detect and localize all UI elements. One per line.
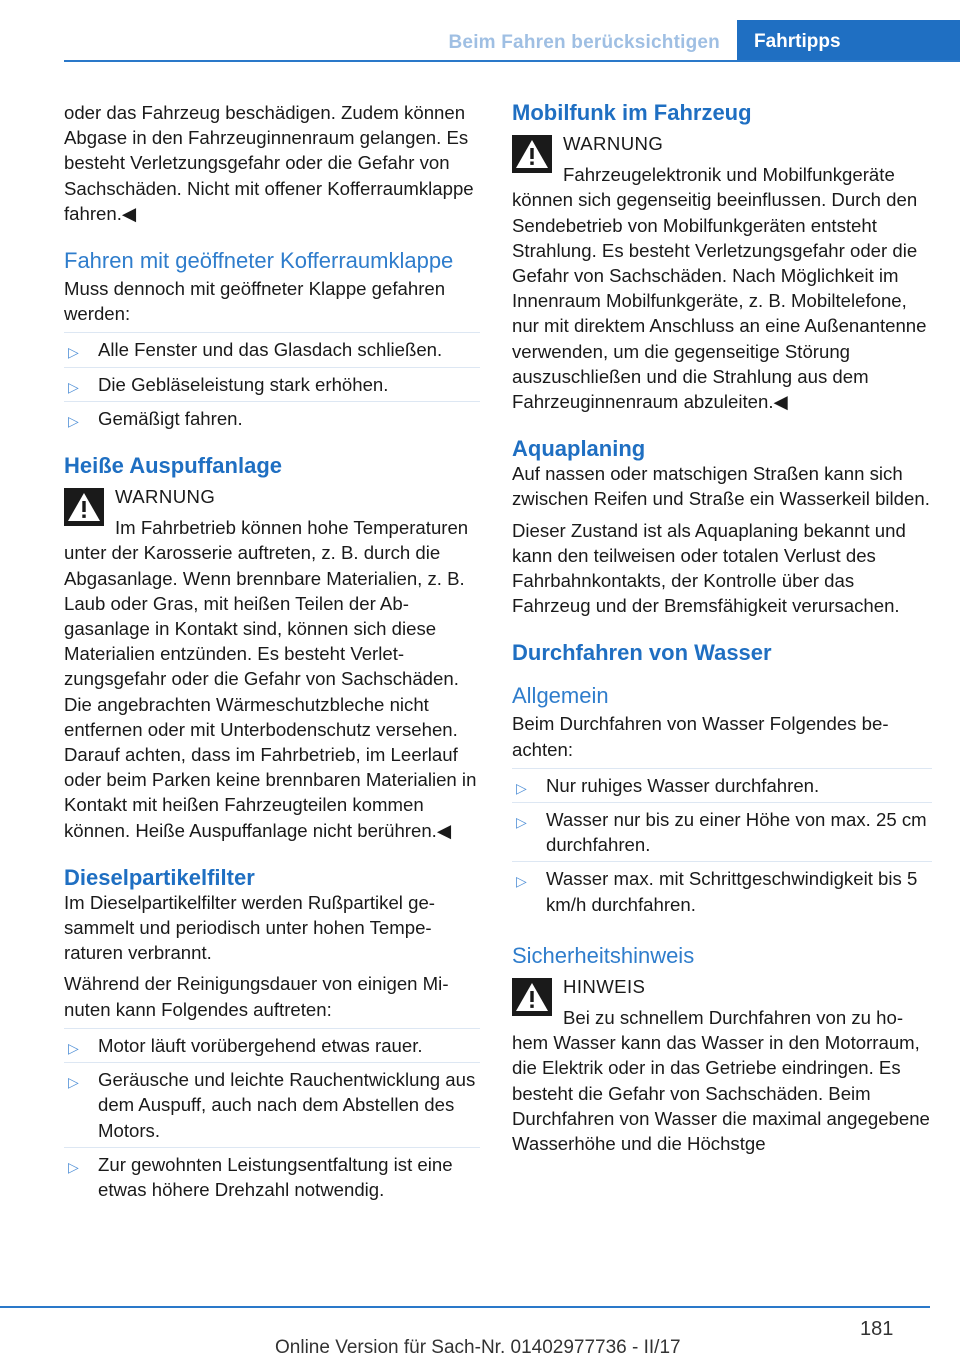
list-item: ▷ Nur ruhiges Wasser durchfahren. xyxy=(512,768,932,802)
notice-label: HINWEIS xyxy=(563,975,646,997)
mobile-warning xyxy=(512,131,932,414)
left-column xyxy=(64,100,480,1206)
water-list xyxy=(512,768,932,921)
page-number: 181 xyxy=(860,1318,894,1340)
water-heading: Durchfahren von Wasser xyxy=(512,640,772,666)
list-item: ▷ Wasser nur bis zu einer Höhe von max. 25 cm durchfahren. xyxy=(512,802,932,861)
list-item: ▷ Zur gewohnten Leistungsentfaltung ist eine etwas höhere Drehzahl notwendig. xyxy=(64,1147,480,1206)
notice-text: Bei zu schnellem Durchfahren von zu hohem Wasser kann das Wasser in den Motorraum, die Elektrik oder in das Getriebe eindringen. Es besteht die Gefahr von Sachschäden. Beim Durchfahren von Wasser die maximal angegebene Wasserhöhe und die Höchstge xyxy=(512,1007,930,1155)
triangle-bullet-icon: ▷ xyxy=(68,378,79,395)
trunk-list xyxy=(64,332,480,435)
triangle-bullet-icon: ▷ xyxy=(68,1074,79,1091)
exhaust-warning xyxy=(64,484,480,843)
trunk-heading: Fahren mit geöffneter Kofferraumklappe xyxy=(64,248,454,274)
list-item: ▷ Wasser max. mit Schrittgeschwindigkeit bis 5 km/h durchfahren. xyxy=(512,861,932,920)
general-heading: Allgemein xyxy=(512,683,609,709)
triangle-bullet-icon: ▷ xyxy=(68,412,79,429)
triangle-bullet-icon: ▷ xyxy=(516,814,527,831)
triangle-bullet-icon: ▷ xyxy=(516,873,527,890)
dpf-text-2: Während der Reinigungsdauer von einigen Minuten kann Folgendes auftreten: xyxy=(64,973,449,1020)
list-item: ▷ Alle Fenster und das Glasdach schließen. xyxy=(64,332,480,366)
general-text: Beim Durchfahren von Wasser Folgendes beachten: xyxy=(512,713,889,760)
aquaplaning-text-2: Dieser Zustand ist als Aquaplaning bekannt und kann den teilweisen oder totalen Verlust des Fahrbahnkontakts, der Kontrolle über das Fahrzeug und der Bremsfähigkeit verursachen. xyxy=(512,519,906,617)
warning-label: WARNUNG xyxy=(563,133,664,154)
header-rule xyxy=(64,60,960,62)
dpf-heading: Dieselpartikelfilter xyxy=(64,864,255,890)
footer-rule xyxy=(0,1306,930,1308)
warning-text: Fahrzeugelektronik und Mobilfunkgeräte können sich gegenseitig beeinflussen. Durch den Sendebetrieb von Mobilfunkgeräten entsteht Strahlung. Es besteht Verletzungsgefahr oder die Gefahr von Sachschäden. Nach Möglichkeit im Innenraum Mobilfunkgeräte, z. B. Mobiltelefone, nur mit direktem Anschluss an eine Außenantenne verwenden, um die gegenseitige Störung auszuschließen und die Strahlung aus dem Fahrzeuginnenraum abzuleiten.◀ xyxy=(512,164,927,413)
list-item: ▷ Motor läuft vorübergehend etwas rauer. xyxy=(64,1028,480,1062)
warning-triangle-icon xyxy=(64,488,104,526)
warning-triangle-icon xyxy=(512,978,552,1016)
intro-paragraph: oder das Fahrzeug beschädigen. Zudem können Abgase in den Fahrzeuginnenraum gelangen. Es besteht Verletzungsgefahr oder die Gefahr von Sachschäden. Nicht mit offener Kofferraumklappe fahren.◀ xyxy=(64,102,474,224)
right-column xyxy=(512,100,932,1156)
warning-label: WARNUNG xyxy=(115,486,216,508)
warning-triangle-icon xyxy=(512,135,552,173)
footer-version-text: Online Version für Sach-Nr. 01402977736 - II/17 xyxy=(275,1337,681,1358)
exhaust-heading: Heiße Auspuffanlage xyxy=(64,453,282,479)
safety-heading: Sicherheitshinweis xyxy=(512,942,695,968)
triangle-bullet-icon: ▷ xyxy=(68,1039,79,1056)
aquaplaning-heading: Aquaplaning xyxy=(512,436,646,462)
triangle-bullet-icon: ▷ xyxy=(68,344,79,361)
list-item: ▷ Geräusche und leichte Rauchentwicklung aus dem Auspuff, auch nach dem Abstellen des Motors. xyxy=(64,1062,480,1147)
header-section-title: Beim Fahren berücksichtigen xyxy=(448,32,720,53)
header-tab: Fahrtipps xyxy=(737,20,960,62)
safety-notice xyxy=(512,974,932,1156)
dpf-list xyxy=(64,1028,480,1206)
page-header xyxy=(64,20,960,62)
list-item: ▷ Die Gebläseleistung stark erhöhen. xyxy=(64,367,480,401)
dpf-text-1: Im Dieselpartikelfilter werden Rußpartikel gesammelt und periodisch unter hohen Temperaturen verbrannt. xyxy=(64,891,435,964)
warning-text: Im Fahrbetrieb können hohe Temperaturen unter der Karosserie auftreten, z. B. durch die Abgasanlage. Wenn brennbare Materialien, z. B. Laub oder Gras, mit heißen Teilen der Abgasanlage in Kontakt sind, können sich diese Materialien entzünden. Es besteht Verletzungsgefahr oder die Gefahr von Sachschäden. Die angebrachten Wärmeschutzbleche nicht entfernen oder mit Unterbodenschutz versehen. Darauf achten, dass im Fahrbetrieb, im Leerlauf oder beim Parken keine brennbaren Materialien in Kontakt mit heißen Fahrzeugteilen kommen können. Heiße Auspuffanlage nicht berühren.◀ xyxy=(64,517,477,841)
list-item: ▷ Gemäßigt fahren. xyxy=(64,401,480,435)
triangle-bullet-icon: ▷ xyxy=(68,1158,79,1175)
trunk-text: Muss dennoch mit geöffneter Klappe gefahren werden: xyxy=(64,278,446,325)
triangle-bullet-icon: ▷ xyxy=(516,779,527,796)
mobile-heading: Mobilfunk im Fahrzeug xyxy=(512,100,752,125)
aquaplaning-text-1: Auf nassen oder matschigen Straßen kann sich zwischen Reifen und Straße ein Wasserkeil bilden. xyxy=(512,463,930,510)
